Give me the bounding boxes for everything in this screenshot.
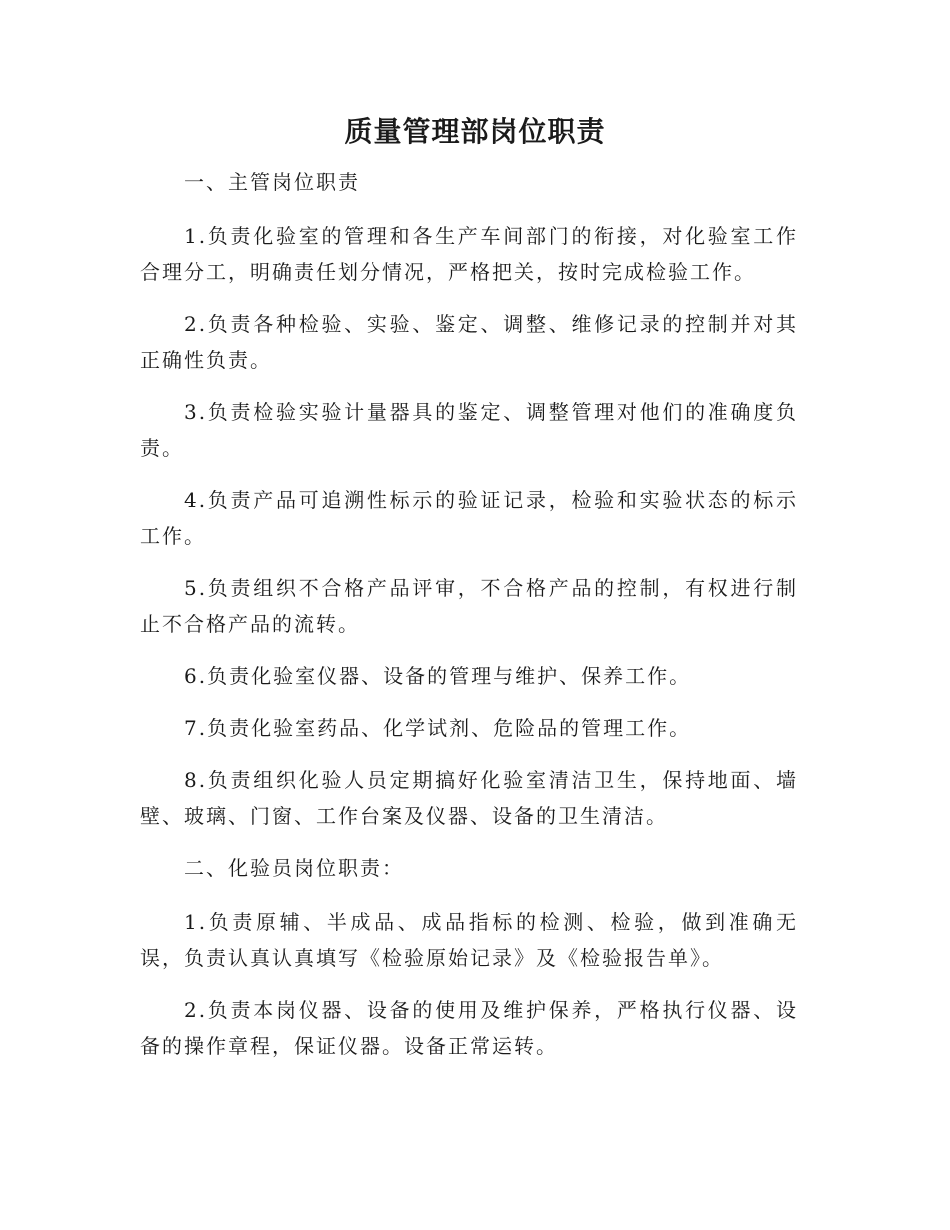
paragraph: 8.负责组织化验人员定期搞好化验室清洁卫生，保持地面、墙壁、玻璃、门窗、工作台案及仪器、设备的卫生清洁。 xyxy=(140,768,798,828)
paragraph: 1.负责化验室的管理和各生产车间部门的衔接，对化验室工作合理分工，明确责任划分情况，严格把关，按时完成检验工作。 xyxy=(140,224,798,284)
paragraph: 3.负责检验实验计量器具的鉴定、调整管理对他们的准确度负责。 xyxy=(140,400,798,460)
paragraph: 5.负责组织不合格产品评审，不合格产品的控制，有权进行制止不合格产品的流转。 xyxy=(140,576,798,636)
document-title: 质量管理部岗位职责 xyxy=(344,115,606,148)
paragraph: 7.负责化验室药品、化学试剂、危险品的管理工作。 xyxy=(184,716,692,740)
section-heading-lab-technician: 二、化验员岗位职责： xyxy=(184,856,404,880)
paragraph: 4.负责产品可追溯性标示的验证记录，检验和实验状态的标示工作。 xyxy=(140,488,798,548)
document-body xyxy=(140,164,798,1080)
paragraph: 1.负责原辅、半成品、成品指标的检测、检验，做到准确无误，负责认真认真填写《检验原始记录》及《检验报告单》。 xyxy=(140,910,798,970)
paragraph: 2.负责本岗仪器、设备的使用及维护保养，严格执行仪器、设备的操作章程，保证仪器。设备正常运转。 xyxy=(140,998,798,1058)
section-heading-supervisor: 一、主管岗位职责 xyxy=(184,170,360,194)
paragraph: 2.负责各种检验、实验、鉴定、调整、维修记录的控制并对其正确性负责。 xyxy=(140,312,798,372)
paragraph: 6.负责化验室仪器、设备的管理与维护、保养工作。 xyxy=(184,664,692,688)
